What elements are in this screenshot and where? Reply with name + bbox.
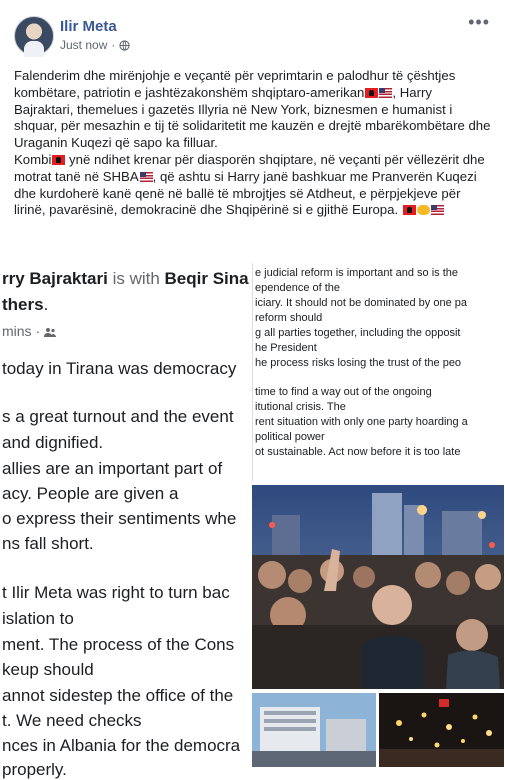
- post-media[interactable]: [0, 263, 504, 779]
- screenshot-line: t Ilir Meta was right to turn bac: [2, 583, 230, 602]
- post-paragraph-2: [14, 152, 494, 219]
- screenshot-line: keup should: [2, 660, 94, 679]
- text-panel-line: he process risks losing the trust of the peo: [255, 357, 462, 369]
- screenshot-author-line-2: [2, 295, 48, 315]
- post-body: [14, 68, 494, 219]
- text-panel-line: ot sustainable. Act now before it is too late: [255, 446, 461, 458]
- screenshot-line: and dignified.: [2, 433, 104, 452]
- building-photo[interactable]: [252, 693, 376, 767]
- screenshot-author: rry Bajraktari: [2, 269, 108, 288]
- text-panel-line: reform should: [255, 312, 323, 324]
- screenshot-period: .: [43, 295, 49, 314]
- screenshot-line: today in Tirana was democracy: [2, 359, 237, 378]
- screenshot-line: s a great turnout and the event: [2, 407, 234, 426]
- text-panel-line: rent situation with only one party hoarding a: [255, 416, 468, 428]
- flag-usa-icon: [431, 205, 444, 215]
- paragraph-1-text: Falenderim dhe mirënjohje e veçantë për veprimtarin e palodhur të çështjes kombëtare, patriotin e jashtëzakonshëm shqiptaro-amerikan: [14, 68, 456, 100]
- screenshot-tagged-2: thers: [2, 295, 44, 314]
- screenshot-line: annot sidestep the office of the: [2, 686, 234, 705]
- screenshot-line: acy. People are given a: [2, 484, 179, 503]
- screenshot-meta: [2, 323, 56, 339]
- screenshot-line: t. We need checks: [2, 711, 142, 730]
- text-panel-line: time to find a way out of the ongoing: [255, 386, 432, 398]
- paragraph-1-text-cont: , Harry Bajraktari, themelues i gazetës Illyria në New York, biznesmen e humanist i shquar, për mesazhin e tij të solidaritetit me kauzën e drejtë mbarëkombëtare dhe Uraganin Kuqezi që sapo ka filluar.: [14, 84, 491, 151]
- screenshot-image-left[interactable]: [0, 263, 252, 779]
- screenshot-line: o express their sentiments whe: [2, 509, 237, 528]
- text-panel-line: political power: [255, 431, 325, 443]
- flag-albania-icon: [403, 205, 416, 215]
- more-options-icon[interactable]: •••: [468, 12, 490, 32]
- flag-usa-icon: [140, 172, 153, 182]
- flag-albania-icon: [52, 155, 65, 165]
- screenshot-with: is with: [107, 269, 165, 288]
- screenshot-author-line: [2, 269, 249, 289]
- text-panel-line: itutional crisis. The: [255, 401, 346, 413]
- paragraph-2-text-b: ynë ndihet krenar për diasporën shqiptare, në veçanti për vëllezërit dhe motrat tanë në SHBA: [14, 151, 485, 184]
- flag-usa-icon: [379, 88, 392, 98]
- paragraph-2-text-a: Kombi: [14, 151, 52, 167]
- handshake-icon: [417, 205, 430, 215]
- night-crowd-photo[interactable]: [379, 693, 504, 767]
- post-time[interactable]: Just now: [60, 38, 108, 52]
- screenshot-line: allies are an important part of: [2, 459, 223, 478]
- text-panel-line: e judicial reform is important and so is the: [255, 267, 458, 279]
- screenshot-line: islation to: [2, 609, 74, 628]
- globe-icon: [119, 40, 130, 51]
- paragraph-2-text-c: , që ashtu si Harry janë bashkuar me Pranverën Kuqezi dhe kurdoherë kanë qenë në ballë të mbrojtjes së Atdheut, e përpjekjeve për lirinë, pavarësinë, demokracinë dhe Shqipërinë si e gjithë Europa.: [14, 168, 477, 218]
- text-panel-line: he President: [255, 342, 317, 354]
- screenshot-time: mins ·: [2, 323, 44, 339]
- people-icon: [44, 327, 56, 337]
- media-right-column: [252, 263, 504, 767]
- post-paragraph-1: [14, 68, 494, 152]
- post-header: [0, 0, 504, 62]
- screenshot-tagged: Beqir Sina: [164, 269, 249, 288]
- dot-separator: ·: [111, 38, 116, 52]
- author-name[interactable]: Ilir Meta: [60, 18, 117, 35]
- author-avatar[interactable]: [14, 16, 54, 56]
- post-meta: [60, 38, 130, 52]
- screenshot-line: ns fall short.: [2, 534, 94, 553]
- screenshot-image-right-text[interactable]: [252, 263, 505, 481]
- flag-albania-icon: [365, 88, 378, 98]
- screenshot-line: properly.: [2, 760, 67, 779]
- screenshot-line: nces in Albania for the democra: [2, 736, 241, 755]
- text-panel-line: g all parties together, including the opposit: [255, 327, 461, 339]
- screenshot-line: ment. The process of the Cons: [2, 635, 235, 654]
- crowd-photo[interactable]: [252, 485, 504, 689]
- text-panel-line: ependence of the: [255, 282, 341, 294]
- text-panel-line: iciary. It should not be dominated by one pa: [255, 297, 467, 309]
